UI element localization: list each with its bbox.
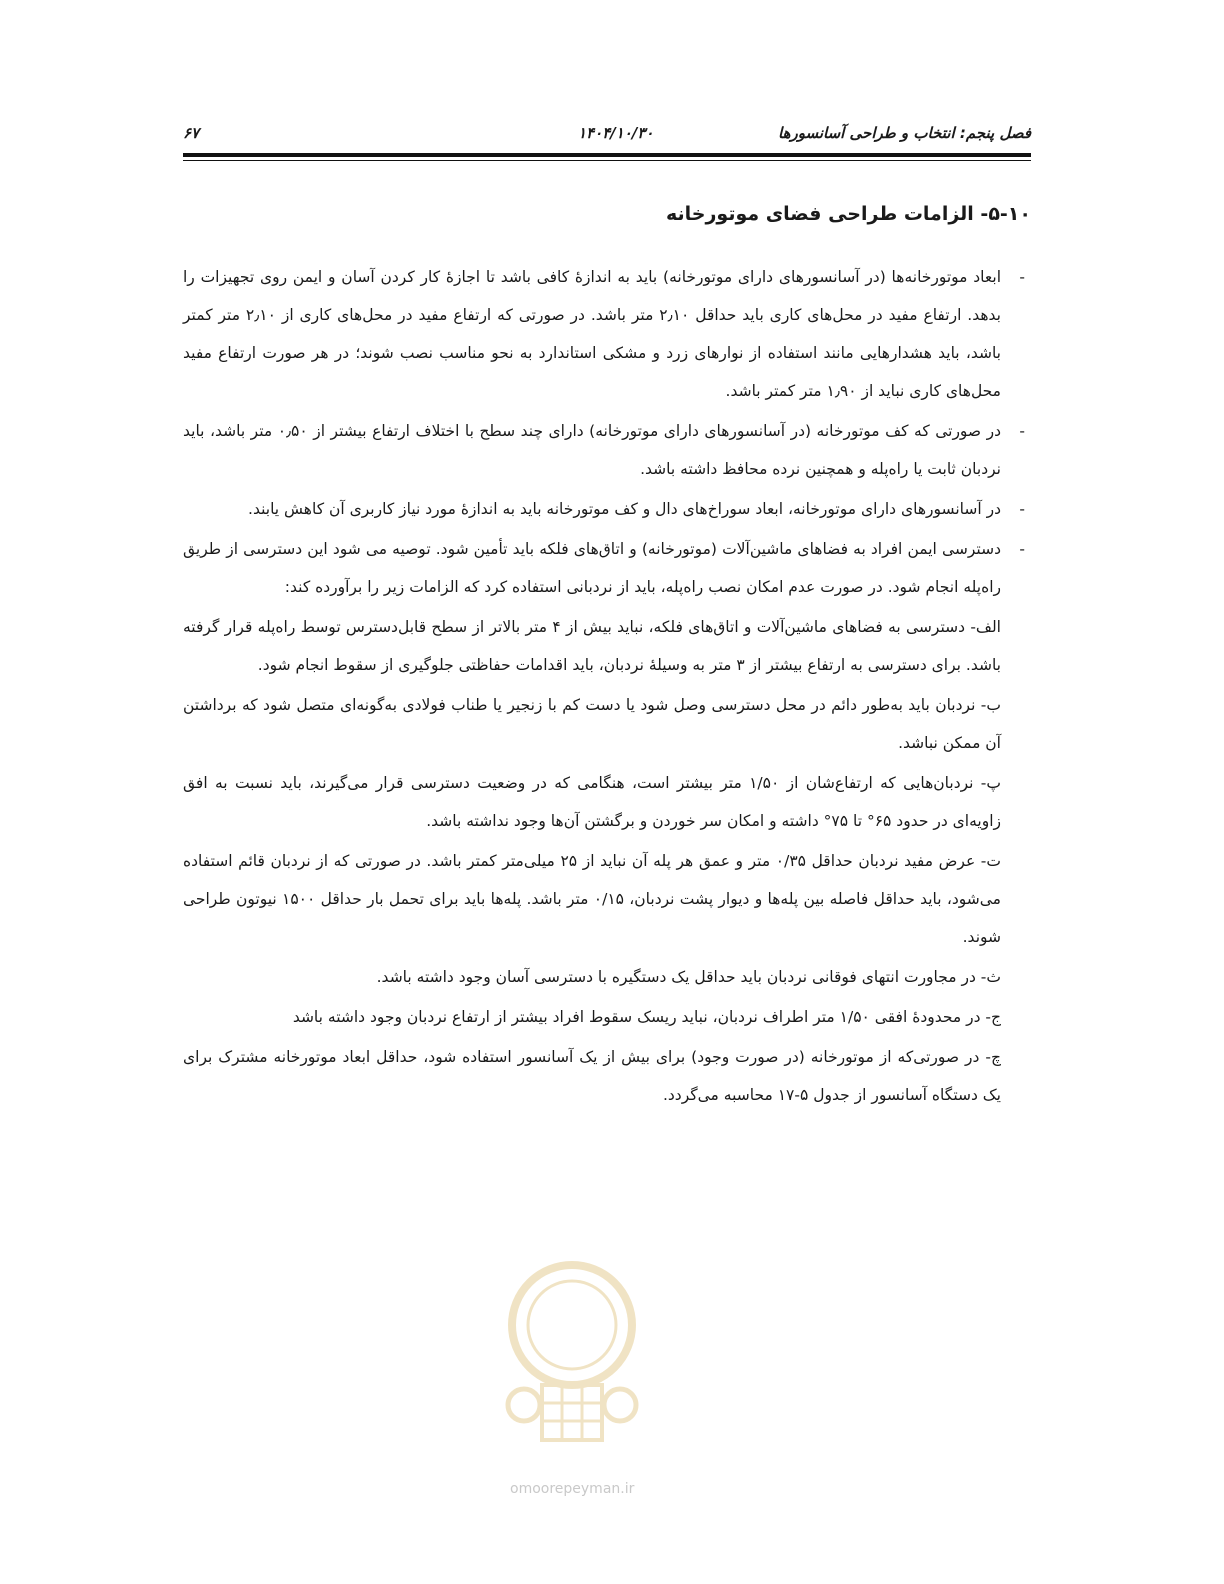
sub-item-jim: ج- در محدودهٔ افقی ۱/۵۰ متر اطراف نردبان، نباید ریسک سقوط افراد بیشتر از ارتفاع نردبان وجود داشته باشد [292,1008,1001,1026]
header-date: ۱۴۰۴/۱۰/۳۰ [578,124,654,142]
watermark-site: omoorepeyman.ir [510,1481,635,1497]
bullet-item [183,490,1031,528]
sub-item-be: ب- نردبان باید به‌طور دائم در محل دسترسی وصل شود یا دست کم با زنجیر یا طناب فولادی به‌گونه‌ای متصل شود که برداشتن آن ممکن نباشد. [183,696,1001,752]
sub-item-alef: الف- دسترسی به فضاهای ماشین‌آلات و اتاق‌های فلکه، نباید بیش از ۴ متر بالاتر از سطح قابل‌دسترس توسط راه‌پله قرار گرفته باشد. برای دسترسی به ارتفاع بیشتر از ۳ متر به وسیلهٔ نردبان، باید اقدامات حفاظتی جلوگیری از سقوط انجام شود. [183,618,1001,674]
bullet-item [183,530,1031,606]
sub-item-che: چ- در صورتی‌که از موتورخانه (در صورت وجود) برای بیش از یک آسانسور استفاده شود، حداقل ابعاد موتورخانه مشترک برای یک دستگاه آسانسور از جدول ۵-۱۷ محاسبه می‌گردد. [183,1048,1001,1104]
bullet-item [183,412,1031,488]
sub-item-pe: پ- نردبان‌هایی که ارتفاع‌شان از ۱/۵۰ متر بیشتر است، هنگامی که در وضعیت دسترسی قرار می‌گیرند، باید نسبت به افق زاویه‌ای در حدود ۶۵° تا ۷۵° داشته و امکان سر خوردن و برگشتن آن‌ها وجود نداشته باشد. [183,774,1001,830]
bullet-text: در آسانسورهای دارای موتورخانه، ابعاد سوراخ‌های دال و کف موتورخانه باید به اندازهٔ مورد نیاز کاربری آن کاهش یابند. [248,500,1001,518]
running-header [183,120,1031,148]
bullet-text: دسترسی ایمن افراد به فضاهای ماشین‌آلات (موتورخانه) و اتاق‌های فلکه باید تأمین شود. توصیه می شود این دسترسی از طریق راه‌پله انجام شود. در صورت عدم امکان نصب راه‌پله، باید از نردبانی استفاده کرد که الزامات زیر را برآورده کند: [183,540,1001,596]
watermark-logo-icon [502,1255,642,1475]
bullet-item [183,258,1031,410]
header-rule-thick [183,153,1031,157]
sub-item-se: ث- در مجاورت انتهای فوقانی نردبان باید حداقل یک دستگیره با دسترسی آسان وجود داشته باشد. [376,968,1001,986]
bullet-dash: - [1019,268,1025,286]
chapter-title: فصل پنجم: انتخاب و طراحی آسانسورها [778,124,1031,142]
bullet-text: ابعاد موتورخانه‌ها (در آسانسورهای دارای موتورخانه) باید به اندازهٔ کافی باشد تا اجازهٔ کار کردن آسان و ایمن روی تجهیزات را بدهد. ارتفاع مفید در محل‌های کاری باید حداقل ۲٫۱۰ متر باشد. در صورتی که ارتفاع مفید در محل‌های کاری از ۲٫۱۰ متر کمتر باشد، باید هشدارهایی مانند استفاده از نوارهای زرد و مشکی استاندارد به نحو مناسب نصب شوند؛ در هر صورت ارتفاع مفید محل‌های کاری نباید از ۱٫۹۰ متر کمتر باشد. [183,268,1001,400]
section-title: ۵-۱۰- الزامات طراحی فضای موتورخانه [665,203,1031,225]
page-number: ۶۷ [183,124,200,142]
sub-item-te: ت- عرض مفید نردبان حداقل ۰/۳۵ متر و عمق هر پله آن نباید از ۲۵ میلی‌متر کمتر باشد. در صورتی که از نردبان قائم استفاده می‌شود، باید حداقل فاصله بین پله‌ها و دیوار پشت نردبان، ۰/۱۵ متر باشد. پله‌ها باید برای تحمل بار حداقل ۱۵۰۰ نیوتون طراحی شوند. [183,852,1001,946]
bullet-text: در صورتی که کف موتورخانه (در آسانسورهای دارای موتورخانه) دارای چند سطح با اختلاف ارتفاع بیشتر از ۰٫۵۰ متر باشد، باید نردبان ثابت یا راه‌پله و همچنین نرده محافظ داشته باشد. [183,422,1001,478]
section-body [183,258,1031,1116]
bullet-dash: - [1019,540,1025,558]
header-rule-thin [183,160,1031,161]
bullet-dash: - [1019,500,1025,518]
bullet-dash: - [1019,422,1025,440]
